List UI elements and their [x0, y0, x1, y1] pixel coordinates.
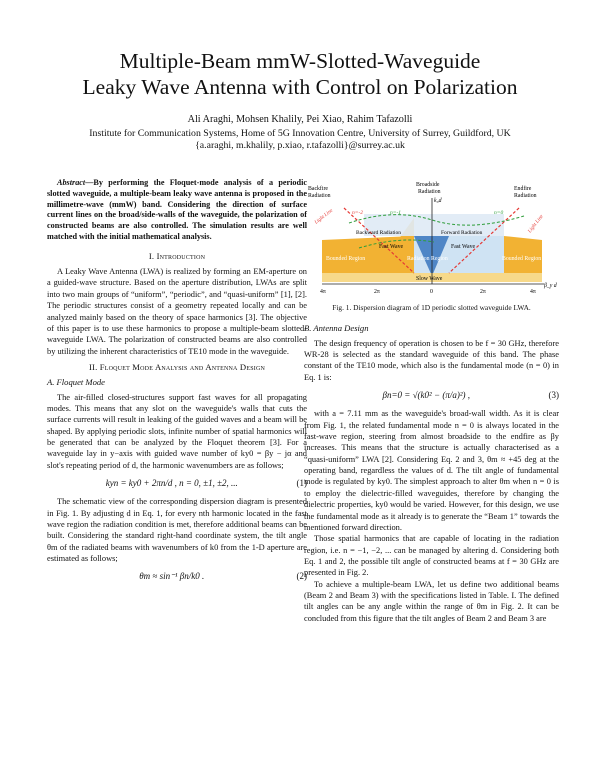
label-broadside: Broadside — [416, 182, 440, 188]
antenna-paragraph-4: To achieve a multiple-beam LWA, let us define two additional beams (Beam 2 and Beam 3) with the specifications listed in Table. I. The defined tilt angles can be any angle within the range of θm in Fig. 2. It can be concluded from this figure that the tilt angles of Beam 2 and Beam 3 are — [304, 579, 559, 623]
floquet-subheading: A. Floquet Mode — [47, 377, 105, 388]
label-light-line-right: Light Line — [526, 213, 545, 235]
label-n-minus-2: n=-2 — [352, 210, 364, 216]
label-fast-wave-right: Fast Wave — [451, 244, 476, 250]
equation-1 — [47, 478, 307, 489]
bounded-region-left-fill — [322, 236, 414, 273]
label-fast-wave-left: Fast Wave — [379, 244, 404, 250]
equation-3-number: (3) — [548, 390, 559, 401]
label-endfire: Endfire — [514, 186, 532, 192]
dispersion-diagram — [304, 178, 559, 296]
right-column — [304, 178, 559, 624]
label-bounded-right: Bounded Region — [502, 256, 542, 262]
label-beta-axis: β_y d — [544, 283, 557, 289]
author-names: Ali Araghi, Mohsen Khalily, Pei Xiao, Rahim Tafazolli — [187, 114, 413, 125]
label-k0d: k₀d — [434, 198, 442, 204]
label-backfire: Backfire — [308, 186, 328, 192]
author-block — [40, 114, 560, 152]
label-slow-wave: Slow Wave — [416, 276, 443, 282]
label-n-minus-1: n=-1 — [390, 210, 402, 216]
emails: {a.araghi, m.khalily, p.xiao, r.tafazolli}@surrey.ac.uk — [195, 140, 405, 151]
dispersion-paragraph: The schematic view of the corresponding dispersion diagram is presented in Fig. 1. By adjusting d in Eq. 1, for every nth harmonic located in the fast wave region the radiation condition is met, therefore additional beams can be built. Considering the standard right-hand coordinate system, the tilt angle θm of the radiated beams with wavenumbers of k0 from the 1-D aperture are estimated as follows; — [47, 497, 307, 564]
equation-1-expression: kyn = ky0 + 2πn/d , n = 0, ±1, ±2, ... — [105, 477, 238, 488]
abstract — [47, 178, 307, 243]
floquet-heading: II. Floquet Mode Analysis and Antenna Design — [88, 361, 266, 372]
label-bounded-left: Bounded Region — [326, 256, 366, 262]
antenna-paragraph-2: with a = 7.11 mm as the waveguide's broad-wall width. As it is clear from Fig. 1, the related fundamental mode n = 0 is always located in the fast-wave region, steering from almost broadside to the endfire as βy increases. This means that the structure is actually characterised as a “quasi-uniform” LWA [2]. Considering Eq. 2 and 3, θm ≈ +45 deg at the operating band, regardless the values of d. The tilt angle of fundamental mode is regulated by ky0. The simplest approach to alter θm when n = 0 is to employ the dielectric-filled waveguides, therefore by changing the dielectric properties, ky0 would be varied. However, for this design, we use the fundamental mode as it already is to generate the “Beam 1” towards the mentioned forward direction. — [304, 409, 559, 532]
title-line-2: Leaky Wave Antenna with Control on Polarization — [82, 75, 518, 99]
tick-neg-2pi: 2π — [374, 289, 380, 295]
equation-2-number: (2) — [296, 571, 307, 582]
equation-3-expression: βn=0 = √(k0² − (π/a)²) , — [382, 390, 471, 401]
affiliation: Institute for Communication Systems, Home of 5G Innovation Centre, University of Surrey, Guildford, UK — [89, 128, 511, 139]
antenna-subheading: B. Antenna Design — [304, 323, 369, 334]
bounded-region-right-fill — [504, 236, 542, 273]
figure-caption: Fig. 1. Dispersion diagram of 1D periodic slotted waveguide LWA. — [332, 303, 531, 312]
title-line-1: Multiple-Beam mmW-Slotted-Waveguide — [119, 49, 481, 73]
equation-1-number: (1) — [296, 477, 307, 488]
label-radiation-region: Radiation Region — [407, 256, 448, 262]
label-light-line-left: Light Line — [313, 207, 335, 226]
paper-title — [40, 48, 560, 100]
antenna-paragraph-3: Those spatial harmonics that are capable of locating in the radiation region, i.e. n = −1, −2, ... can be managed by altering d. Considering both Eq. 1 and 2, the possible tilt angle of constructed beams at f = 30 GHz are presented in Fig. 2. — [304, 534, 559, 578]
label-broadside-radiation: Radiation — [418, 189, 441, 195]
label-n-0: n=0 — [494, 210, 504, 216]
tick-neg-4pi: 4π — [320, 289, 326, 295]
left-column — [47, 178, 307, 590]
equation-2 — [47, 571, 307, 582]
intro-paragraph: A Leaky Wave Antenna (LWA) is realized by forming an EM-aperture on a guided-wave structure. Based on the aperture distribution, LWAs are split into two main groups of “uniform”, “periodic”, and “quasi-uniform” [1], [2]. The periodic structures consist of a geometry repeated locally and can be analyzed mainly based on the theory of space harmonics [3]. The objective of this paper is to use these harmonics to propose a multiple-beam slotted-waveguide LWA. The polarization of constructed beams are also controlled by utilizing the inherent characteristics of TE10 mode in the waveguide. — [47, 267, 307, 356]
intro-heading: I. Introduction — [148, 250, 206, 261]
abstract-label: Abstract — [57, 178, 86, 187]
tick-pos-2pi: 2π — [480, 289, 486, 295]
antenna-paragraph-1: The design frequency of operation is chosen to be f = 30 GHz, therefore WR-28 is selected as the standard waveguide of this band. The phase constant of the TE10 mode, which also is the fundamental mode (n = 0) in Eq. 1 is: — [304, 338, 559, 382]
dispersion-figure — [304, 178, 559, 296]
abstract-text: —By performing the Floquet-mode analysis of a periodic slotted waveguide, a multiple-beam leaky wave antenna is proposed in the millimetre-wave (mmW) band. Considering the direction of surface current lines on the broad/side-walls of the waveguide, the polarization of constructed beams are also controlled. The simulation results are well matched with the initial mathematical analysis. — [47, 178, 307, 241]
tick-zero: 0 — [430, 289, 433, 295]
label-endfire-radiation: Radiation — [514, 193, 537, 199]
label-forward-radiation: Forward Radiation — [441, 230, 483, 236]
label-backward-radiation: Backward Radiation — [356, 230, 402, 236]
label-backfire-radiation: Radiation — [308, 193, 331, 199]
floquet-paragraph: The air-filled closed-structures support fast waves for all propagating modes. This means that any slot on the waveguide's walls that cuts the surface currents will result in leaking of the guided waves and a beam will be shaped. By applying periodic slots, infinite number of spatial harmonics will be generated that can be analyzed by the Floquet theorem [3]. For a waveguide lay in y−axis with guided wave number of ky0 = βy − jα and slot's repeating period of d, the harmonic wavenumbers are as follows; — [47, 392, 307, 470]
equation-2-expression: θm ≈ sin⁻¹ βn/k0 . — [139, 571, 205, 582]
equation-3 — [304, 390, 559, 401]
tick-pos-4pi: 4π — [530, 289, 536, 295]
